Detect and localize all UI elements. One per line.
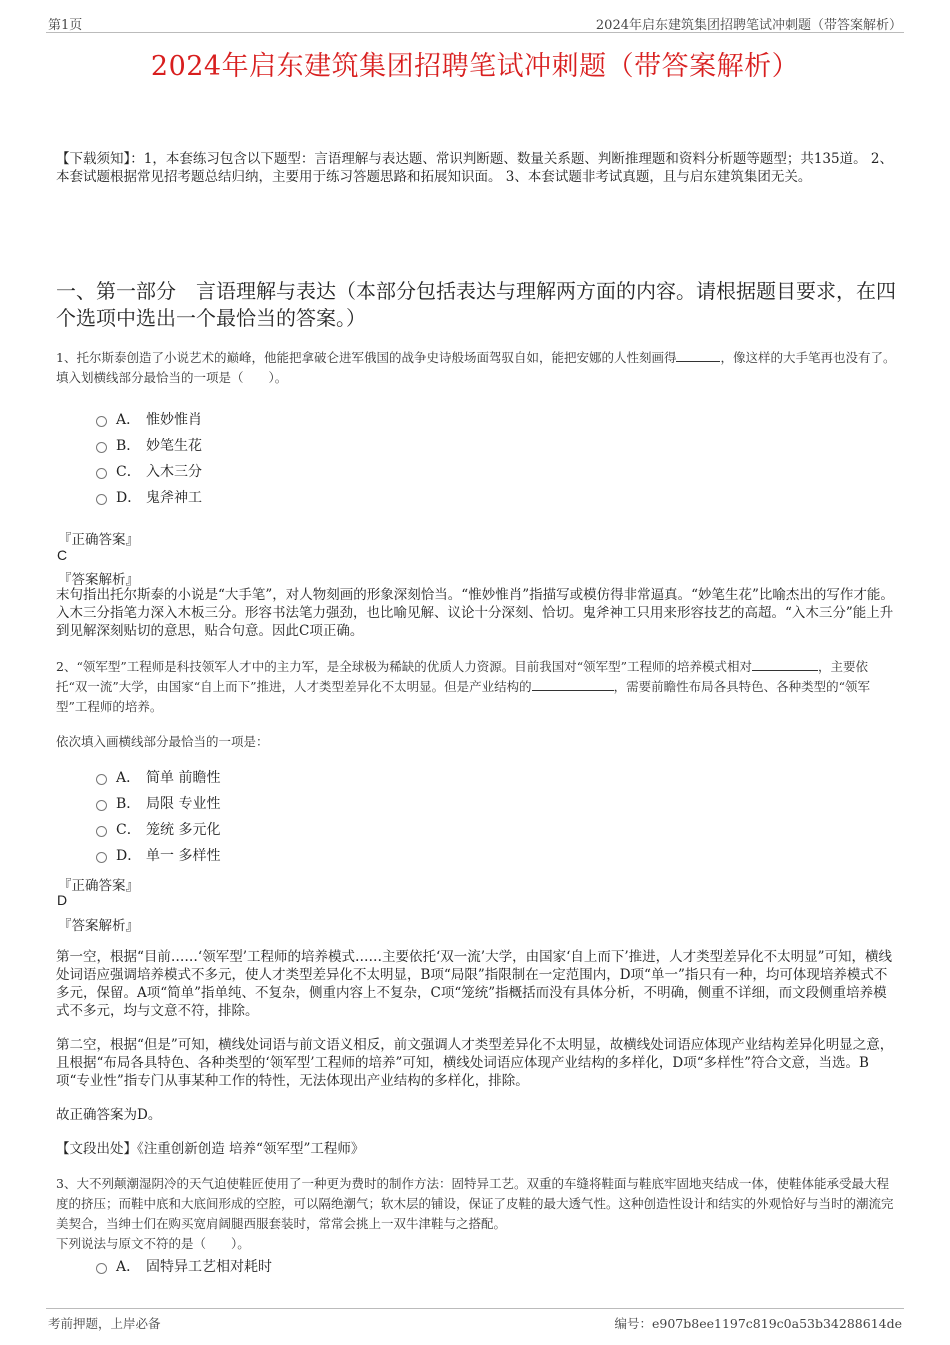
radio-icon[interactable] xyxy=(96,1263,107,1274)
radio-icon[interactable] xyxy=(96,800,107,811)
document-code: 编号：e907b8ee1197c819c0a53b34288614de xyxy=(614,1316,902,1331)
option-d[interactable]: D． 单一 多样性 xyxy=(96,842,220,868)
answer-conclusion: 故正确答案为D。 xyxy=(56,1107,162,1123)
option-d[interactable]: D． 鬼斧神工 xyxy=(96,484,202,510)
section-heading: 一、第一部分 言语理解与表达（本部分包括表达与理解两方面的内容。请根据题目要求，在四个选项中选出一个最恰当的答案。） xyxy=(56,279,896,330)
analysis-label: 『答案解析』 xyxy=(58,918,139,934)
page-number: 第1页 xyxy=(48,18,83,33)
answer-analysis-part-2: 第二空，根据“但是”可知，横线处词语与前文语义相反，前文强调人才类型差异化不太明显，故横线处词语应体现产业结构差异化明显之意，且根据“布局各具特色、各种类型的‘领军型’工程师的培养”可知，横线处词语应体现产业结构的多样化，D项“多样性”符合文意，当选。B项“专业性”指专门从事某种工作的特性，无法体现出产业结构的多样化，排除。 xyxy=(56,1037,894,1089)
correct-answer: C xyxy=(57,547,68,563)
option-a[interactable]: A． 固特异工艺相对耗时 xyxy=(96,1253,272,1279)
question-2-stem: 2、“领军型”工程师是科技领军人才中的主力军，是全球极为稀缺的优质人力资源。目前我国对“领军型”工程师的培养模式相对 ，主要依托“双一流”大学，由国家“自上而下”推进，人才类型差异化不太明显。但是产业结构的 ，需要前瞻性布局各具特色、各种类型的“领军型”工程师的培养。 xyxy=(56,659,870,714)
option-b[interactable]: B． 妙笔生花 xyxy=(96,432,202,458)
radio-icon[interactable] xyxy=(96,852,107,863)
option-a[interactable]: A． 惟妙惟肖 xyxy=(96,406,202,432)
question-3-options xyxy=(96,1253,272,1279)
fill-blank xyxy=(676,349,720,362)
option-a[interactable]: A． 简单 前瞻性 xyxy=(96,764,220,790)
footer-slogan: 考前押题，上岸必备 xyxy=(48,1316,161,1331)
radio-icon[interactable] xyxy=(96,416,107,427)
question-2-prompt: 依次填入画横线部分最恰当的一项是： xyxy=(56,734,269,749)
radio-icon[interactable] xyxy=(96,826,107,837)
question-2-options xyxy=(96,764,220,868)
fill-blank xyxy=(752,658,818,671)
header-doc-title: 2024年启东建筑集团招聘笔试冲刺题（带答案解析） xyxy=(595,18,902,33)
correct-answer: D xyxy=(57,892,68,908)
correct-answer-label: 『正确答案』 xyxy=(58,878,139,894)
question-1-stem: 1、托尔斯泰创造了小说艺术的巅峰，他能把拿破仑进军俄国的战争史诗般场面驾驭自如，能把安娜的人性刻画得 ，像这样的大手笔再也没有了。 填入划横线部分最恰当的一项是（ ）。 xyxy=(56,350,896,385)
radio-icon[interactable] xyxy=(96,468,107,479)
document-title: 2024年启东建筑集团招聘笔试冲刺题（带答案解析） xyxy=(150,51,800,82)
question-1-prompt: 填入划横线部分最恰当的一项是（ ）。 xyxy=(56,370,288,385)
answer-analysis: 末句指出托尔斯泰的小说是“大手笔”，对人物刻画的形象深刻恰当。“惟妙惟肖”指描写或模仿得非常逼真。“妙笔生花”比喻杰出的写作才能。入木三分指笔力深入木板三分。形容书法笔力强劲，也比喻见解、议论十分深刻、恰切。鬼斧神工只用来形容技艺的高超。“入木三分”能上升到见解深刻贴切的意思，贴合句意。因此C项正确。 xyxy=(56,587,894,639)
radio-icon[interactable] xyxy=(96,442,107,453)
answer-analysis-part-1: 第一空，根据“目前……‘领军型’工程师的培养模式……主要依托‘双一流’大学，由国家‘自上而下’推进，人才类型差异化不太明显”可知，横线处词语应强调培养模式不多元，使人才类型差异化不太明显，B项“局限”指限制在一定范围内，D项“单一”指只有一种，均可体现培养模式不多元，保留。A项“简单”指单纯、不复杂，侧重内容上不复杂，C项“笼统”指概括而没有具体分析，不明确，侧重不详细，而文段侧重培养模式不多元，均与文意不符，排除。 xyxy=(56,949,893,1019)
analysis-label: 『答案解析』 xyxy=(58,572,139,588)
question-3-prompt: 下列说法与原文不符的是（ ）。 xyxy=(56,1236,250,1251)
passage-source: 【文段出处】《注重创新创造 培养“领军型”工程师》 xyxy=(56,1141,365,1157)
page-footer xyxy=(46,1308,904,1331)
option-c[interactable]: C． 入木三分 xyxy=(96,458,202,484)
download-notice: 【下载须知】：1，本套练习包含以下题型：言语理解与表达题、常识判断题、数量关系题、判断推理题和资料分析题等题型；共135道。 2、本套试题根据常见招考题总结归纳，主要用于练习答题思路和拓展知识面。 3、本套试题非考试真题，且与启东建筑集团无关。 xyxy=(56,151,893,185)
radio-icon[interactable] xyxy=(96,774,107,785)
option-c[interactable]: C． 笼统 多元化 xyxy=(96,816,220,842)
question-3-stem: 3、大不列颠潮湿阴冷的天气迫使鞋匠使用了一种更为费时的制作方法：固特异工艺。双重的车缝将鞋面与鞋底牢固地夹结成一体，使鞋体能承受最大程度的挤压；而鞋中底和大底间形成的空腔，可以隔绝潮气；软木层的铺设，保证了皮鞋的最大透气性。这种创造性设计和结实的外观恰好与当时的潮流完美契合，当绅士们在购买宽肩阔腿西服套装时，常常会挑上一双牛津鞋与之搭配。 下列说法与原文不符的是（ ）。 xyxy=(56,1176,894,1251)
option-b[interactable]: B． 局限 专业性 xyxy=(96,790,220,816)
correct-answer-label: 『正确答案』 xyxy=(58,532,139,548)
fill-blank xyxy=(532,678,614,691)
page-header xyxy=(46,12,904,33)
question-1-options xyxy=(96,406,202,510)
radio-icon[interactable] xyxy=(96,494,107,505)
